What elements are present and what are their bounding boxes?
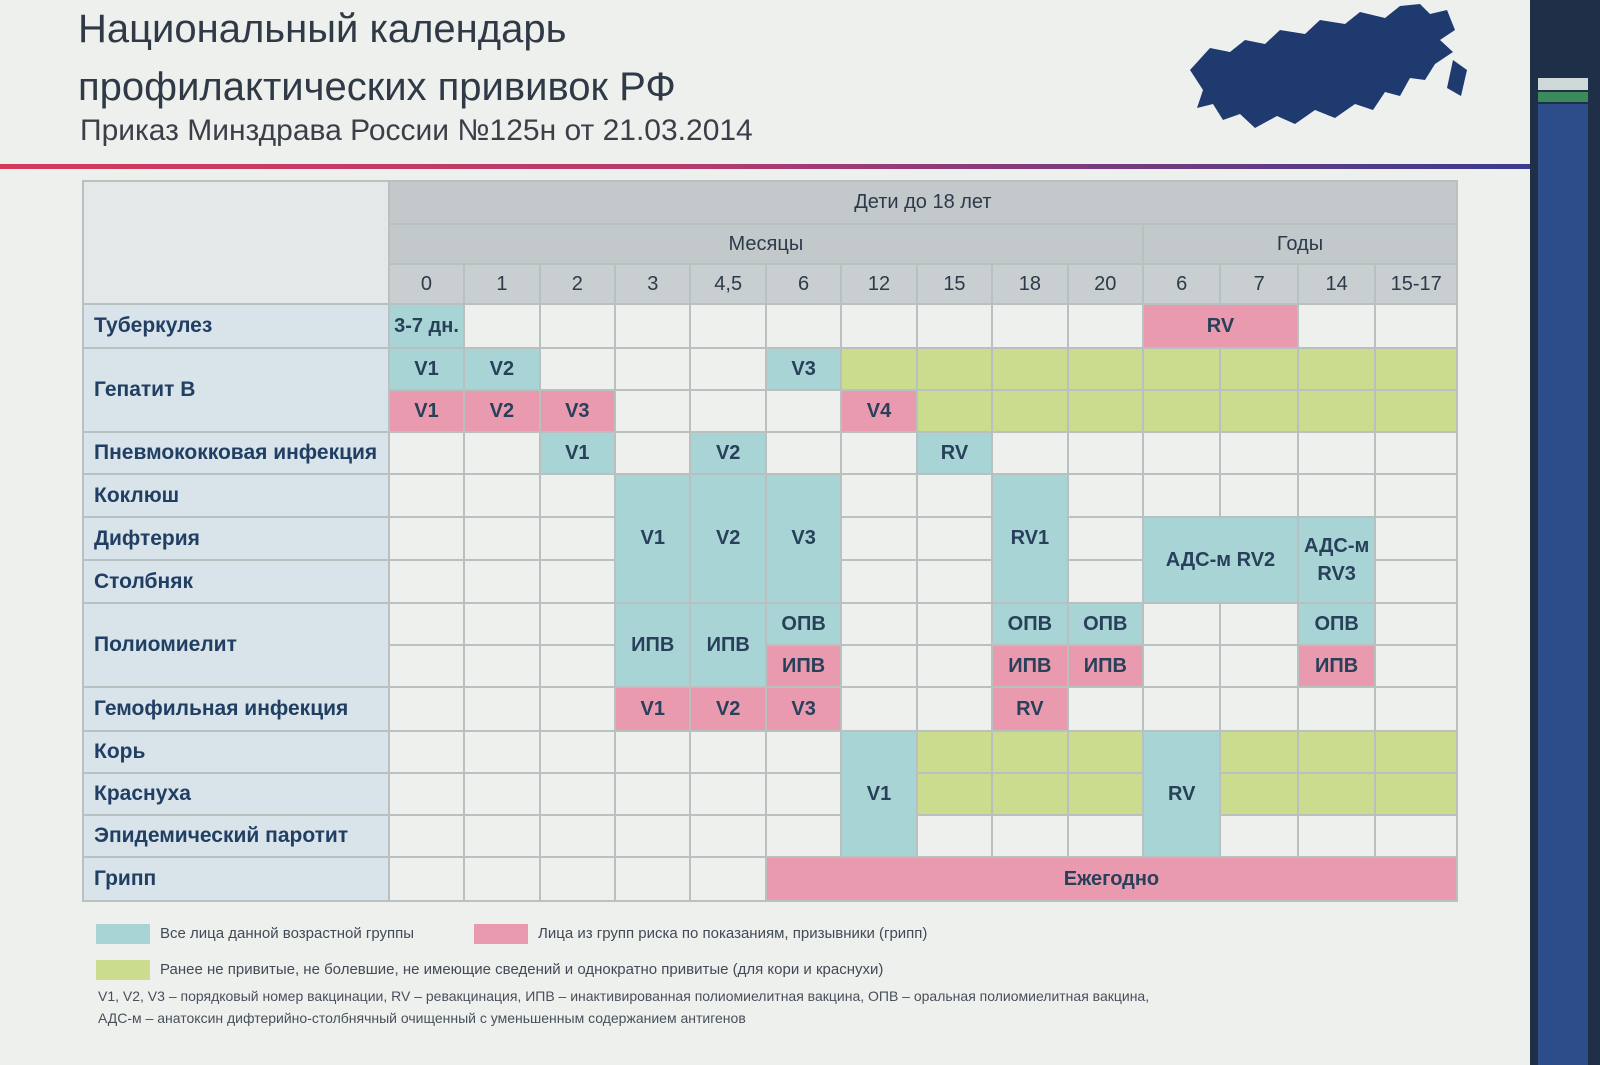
vaccine-cell: ОПВ [1068, 603, 1143, 645]
disease-label: Столбняк [83, 560, 389, 603]
age-header: 0 [389, 264, 464, 304]
years-header: Годы [1143, 224, 1457, 264]
vaccine-cell: V3 [766, 687, 841, 731]
vaccine-cell: 3-7 дн. [389, 304, 464, 348]
vaccine-cell: RV1 [992, 474, 1067, 603]
corner-cell [83, 181, 389, 304]
age-header: 6 [766, 264, 841, 304]
vaccine-cell: V2 [464, 348, 539, 390]
legend-risk-text: Лица из групп риска по показаниям, призывники (грипп) [538, 925, 928, 942]
vaccine-cell: ИПВ [1068, 645, 1143, 687]
vaccine-cell: АДС-м RV3 [1298, 517, 1375, 603]
disease-label: Пневмококковая инфекция [83, 432, 389, 474]
legend-not-vaccinated-text: Ранее не привитые, не болевшие, не имеющие сведений и однократно привитые (для кори и краснухи) [160, 961, 884, 978]
age-header: 1 [464, 264, 539, 304]
age-header: 2 [540, 264, 615, 304]
vaccine-cell: V3 [766, 348, 841, 390]
table-row [83, 815, 1457, 857]
vaccine-cell: V1 [615, 474, 690, 603]
table-row [83, 603, 1457, 645]
vaccination-calendar-table [82, 180, 1458, 902]
disease-label: Полиомиелит [83, 603, 389, 687]
vaccine-cell: V2 [464, 390, 539, 432]
disease-label: Эпидемический паротит [83, 815, 389, 857]
age-header: 18 [992, 264, 1067, 304]
disease-label: Дифтерия [83, 517, 389, 560]
age-header: 12 [841, 264, 916, 304]
abbreviation-note-2: АДС-м – анатоксин дифтерийно-столбнячный очищенный с уменьшенным содержанием антигенов [98, 1010, 746, 1026]
legend-all-text: Все лица данной возрастной группы [160, 925, 415, 942]
age-header: 15-17 [1375, 264, 1457, 304]
age-header: 20 [1068, 264, 1143, 304]
table-row [83, 731, 1457, 773]
vaccine-cell: V1 [389, 348, 464, 390]
vaccine-cell: АДС-м RV2 [1143, 517, 1298, 603]
vaccine-cell: ИПВ [690, 603, 765, 687]
age-header: 7 [1220, 264, 1297, 304]
vaccine-cell: V1 [540, 432, 615, 474]
vaccine-cell: V4 [841, 390, 916, 432]
vaccine-cell: V3 [540, 390, 615, 432]
disease-label: Коклюш [83, 474, 389, 517]
title-line-1: Национальный календарь [78, 7, 567, 51]
age-header: 3 [615, 264, 690, 304]
vaccine-cell: V3 [766, 474, 841, 603]
vaccine-cell: V1 [389, 390, 464, 432]
header-divider [0, 164, 1530, 169]
vaccine-cell: ИПВ [992, 645, 1067, 687]
vaccine-cell: V2 [690, 474, 765, 603]
disease-label: Корь [83, 731, 389, 773]
table-row [83, 474, 1457, 517]
vaccine-cell: RV [1143, 304, 1298, 348]
title-line-2: профилактических прививок РФ [78, 65, 676, 109]
header-row-group [83, 181, 1457, 224]
vaccine-cell: RV [1143, 731, 1220, 857]
table-row [83, 348, 1457, 390]
table-row [83, 773, 1457, 815]
vaccine-cell: V1 [841, 731, 916, 857]
table-row [83, 304, 1457, 348]
disease-label: Гепатит В [83, 348, 389, 432]
page-subtitle: Приказ Минздрава России №125н от 21.03.2014 [80, 114, 753, 147]
disease-label: Краснуха [83, 773, 389, 815]
vaccine-cell: V2 [690, 432, 765, 474]
vaccine-cell: ОПВ [1298, 603, 1375, 645]
page-title [78, 0, 1078, 116]
vaccine-cell: ОПВ [766, 603, 841, 645]
vaccine-cell: V2 [690, 687, 765, 731]
vaccine-cell: RV [992, 687, 1067, 731]
disease-label: Гемофильная инфекция [83, 687, 389, 731]
vaccine-cell: V1 [615, 687, 690, 731]
vaccine-cell: ИПВ [1298, 645, 1375, 687]
legend-swatch-not-vaccinated [96, 960, 150, 980]
vaccine-cell: ОПВ [992, 603, 1067, 645]
legend-swatch-risk [474, 924, 528, 944]
vaccine-cell: ИПВ [615, 603, 690, 687]
legend-swatch-all [96, 924, 150, 944]
table-row [83, 687, 1457, 731]
russia-map-icon [1185, 0, 1475, 150]
age-header: 14 [1298, 264, 1375, 304]
table-row [83, 432, 1457, 474]
group-header: Дети до 18 лет [389, 181, 1457, 224]
vaccine-cell: ИПВ [766, 645, 841, 687]
disease-label: Туберкулез [83, 304, 389, 348]
age-header: 15 [917, 264, 992, 304]
disease-label: Грипп [83, 857, 389, 901]
screen-edge [1530, 0, 1600, 1065]
abbreviation-note-1: V1, V2, V3 – порядковый номер вакцинации, RV – ревакцинация, ИПВ – инактивированная полиомиелитная вакцина, ОПВ – оральная полиомиелитная вакцина, [98, 988, 1150, 1004]
age-header: 6 [1143, 264, 1220, 304]
months-header: Месяцы [389, 224, 1143, 264]
vaccine-cell: Ежегодно [766, 857, 1457, 901]
age-header: 4,5 [690, 264, 765, 304]
table-row [83, 857, 1457, 901]
vaccine-cell: RV [917, 432, 992, 474]
